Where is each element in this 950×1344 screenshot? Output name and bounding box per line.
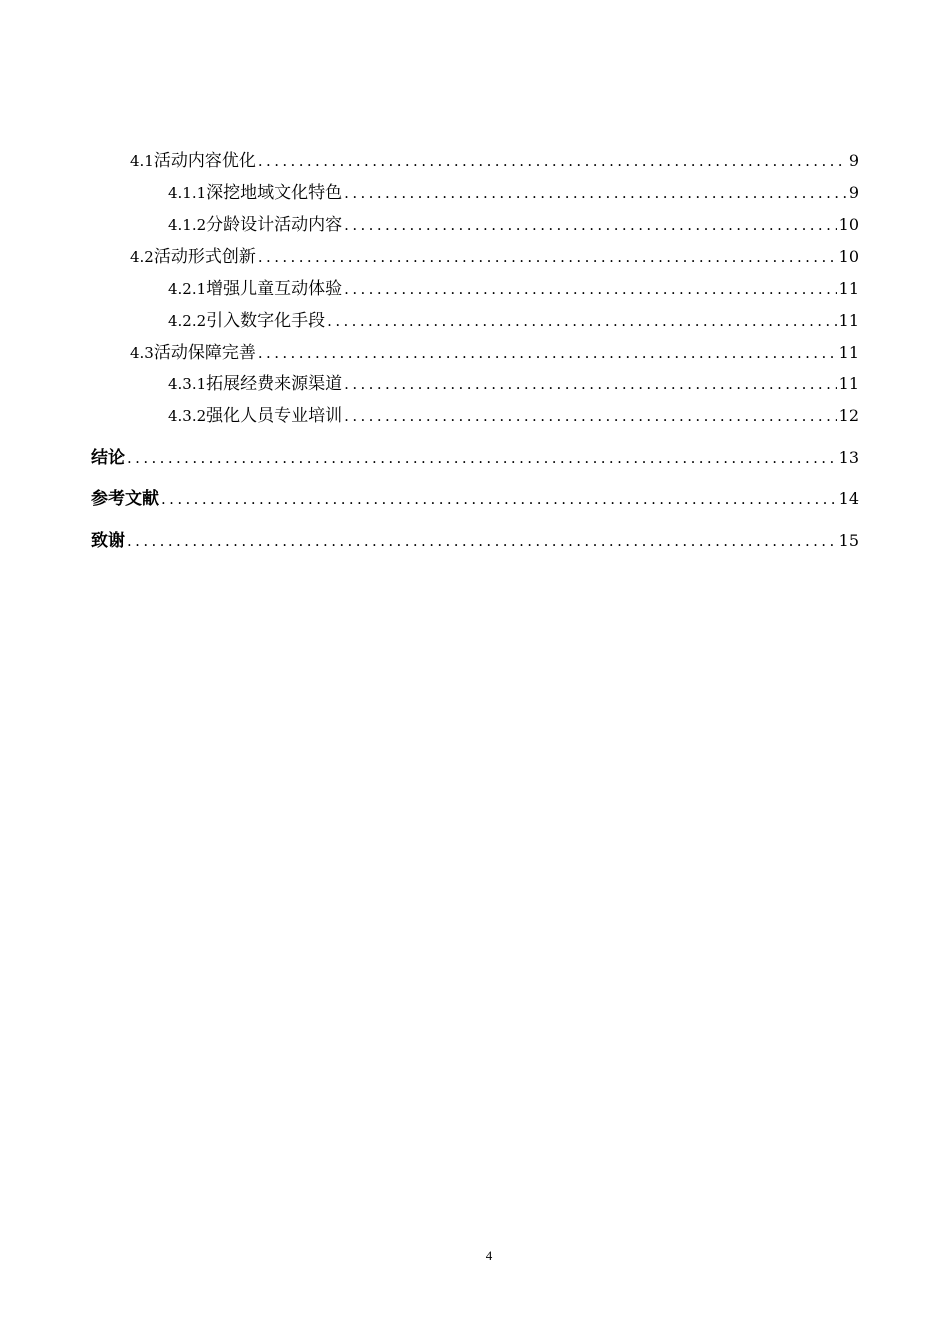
toc-section-title: 活动保障完善 [153, 343, 256, 363]
toc-entry-4-3-1[interactable] [168, 372, 859, 396]
toc-entry-4-1-2[interactable] [168, 213, 859, 237]
toc-page-number: 10 [838, 247, 859, 266]
table-of-contents [0, 0, 950, 600]
toc-dot-leader [125, 529, 837, 553]
toc-section-title: 强化人员专业培训 [206, 406, 343, 426]
toc-page-number: 15 [838, 531, 859, 550]
toc-page-number: 9 [848, 183, 859, 202]
toc-page-number: 9 [848, 151, 859, 170]
toc-dot-leader [256, 245, 837, 269]
toc-section-title: 结论 [91, 448, 125, 468]
toc-dot-leader [125, 446, 837, 470]
toc-page-number: 14 [838, 489, 859, 508]
toc-section-number: 4.2.2 [168, 312, 207, 330]
toc-dot-leader [159, 487, 837, 511]
toc-entry-4-1-1[interactable] [168, 181, 859, 205]
toc-dot-leader [342, 277, 836, 301]
toc-section-title: 深挖地域文化特色 [206, 183, 343, 203]
toc-entry-4-3-2[interactable] [168, 404, 859, 428]
toc-section-number: 4.2 [130, 248, 154, 266]
toc-page-number: 11 [838, 374, 859, 393]
toc-section-title: 拓展经费来源渠道 [206, 374, 343, 394]
toc-entry-4-3[interactable] [130, 341, 859, 365]
toc-section-title: 活动形式创新 [153, 247, 256, 267]
toc-entry-4-2[interactable] [130, 245, 859, 269]
toc-dot-leader [342, 372, 836, 396]
toc-section-number: 4.3 [130, 344, 154, 362]
toc-entry-acknowledgements[interactable] [91, 529, 859, 553]
toc-dot-leader [342, 213, 836, 237]
toc-dot-leader [342, 404, 836, 428]
toc-section-title: 分龄设计活动内容 [206, 215, 343, 235]
toc-page-number: 12 [838, 406, 859, 425]
toc-page-number: 13 [838, 448, 859, 467]
toc-dot-leader [325, 309, 836, 333]
toc-section-number: 4.1 [130, 152, 154, 170]
toc-entry-conclusion[interactable] [91, 446, 859, 470]
toc-entry-4-2-1[interactable] [168, 277, 859, 301]
toc-dot-leader [256, 341, 837, 365]
toc-section-number: 4.2.1 [168, 280, 207, 298]
toc-section-number: 4.3.2 [168, 407, 207, 425]
toc-section-number: 4.1.2 [168, 216, 207, 234]
footer-page-number: 4 [485, 1248, 493, 1263]
toc-section-title: 活动内容优化 [153, 151, 256, 171]
toc-page-number: 11 [838, 311, 859, 330]
toc-page-number: 11 [838, 343, 859, 362]
toc-dot-leader [256, 149, 847, 173]
toc-entry-4-2-2[interactable] [168, 309, 859, 333]
toc-page-number: 11 [838, 279, 859, 298]
toc-section-number: 4.3.1 [168, 375, 207, 393]
toc-section-title: 增强儿童互动体验 [206, 279, 343, 299]
toc-section-title: 引入数字化手段 [206, 311, 326, 331]
toc-page-number: 10 [838, 215, 859, 234]
toc-entry-4-1[interactable] [130, 149, 859, 173]
toc-section-title: 致谢 [91, 531, 125, 551]
toc-dot-leader [342, 181, 847, 205]
toc-section-number: 4.1.1 [168, 184, 207, 202]
toc-section-title: 参考文献 [91, 489, 159, 509]
toc-entry-references[interactable] [91, 487, 859, 511]
